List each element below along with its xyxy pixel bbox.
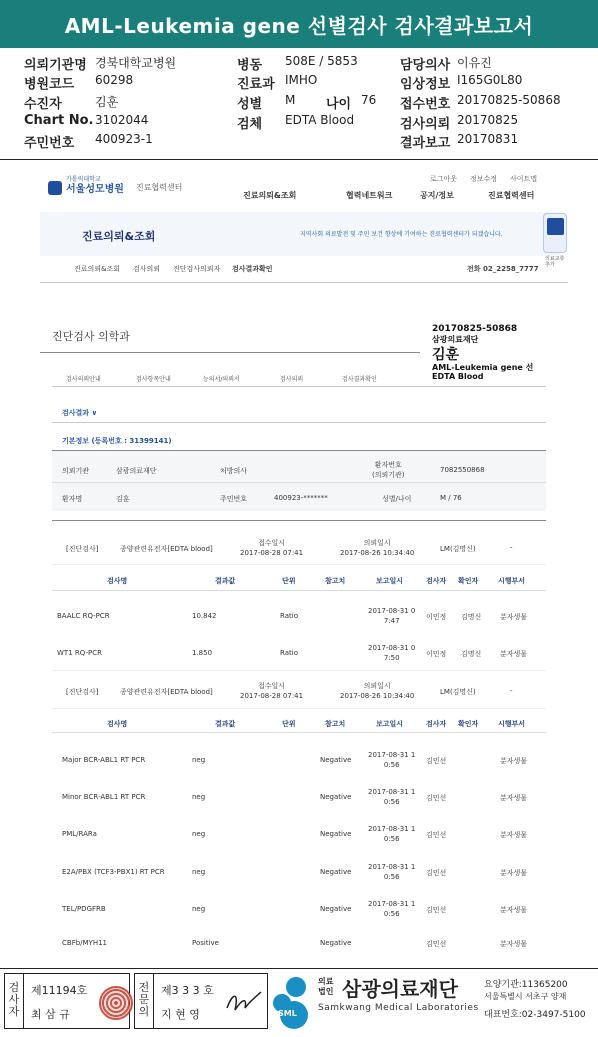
nav-item[interactable]: 진료협력센터 bbox=[488, 191, 535, 200]
org-name: 삼광의료재단 bbox=[342, 977, 458, 1001]
header-value: 이유진 bbox=[457, 56, 492, 70]
header-value: M bbox=[285, 93, 296, 107]
test-name: E2A/PBX (TCF3-PBX1) RT PCR bbox=[62, 868, 165, 876]
test-unit: Ratio bbox=[280, 612, 298, 620]
org-info: 대표번호:02-3497-5100 bbox=[484, 1010, 586, 1020]
group-cell: 접수일시 2017-08-28 07:41 bbox=[240, 539, 304, 557]
group-cell: [진단검사] bbox=[66, 688, 99, 696]
nav-item[interactable]: 협력네트워크 bbox=[346, 191, 393, 200]
report-date: 2017-08-31 0 7:47 bbox=[368, 607, 416, 625]
divider bbox=[52, 422, 546, 423]
tab-item[interactable]: 검사항목안내 bbox=[136, 376, 171, 383]
report-date: 2017-08-31 1 0:56 bbox=[368, 788, 416, 806]
header-label: 의뢰기관명 bbox=[24, 58, 87, 73]
test-ref: Negative bbox=[320, 793, 352, 801]
age-value: 76 bbox=[361, 93, 377, 107]
header-value: 400923-1 bbox=[95, 132, 153, 146]
header-label: 주민번호 bbox=[24, 136, 75, 151]
col-header: 검사자 bbox=[426, 577, 447, 585]
divider bbox=[23, 974, 24, 1028]
header-value: 3102044 bbox=[95, 113, 149, 127]
header-row bbox=[0, 73, 598, 91]
group-cell: [진단검사] bbox=[66, 545, 99, 553]
tester: 김민선 bbox=[426, 869, 447, 877]
header-label: Chart No. bbox=[24, 113, 94, 128]
physician-license: 제3 3 3 호 bbox=[161, 984, 214, 997]
report-date: 2017-08-31 1 0:56 bbox=[368, 825, 416, 843]
divider bbox=[52, 590, 546, 591]
tester: 김민선 bbox=[426, 906, 447, 914]
tester-name: 최 삼 규 bbox=[31, 1008, 70, 1021]
report-date: 2017-08-31 1 0:56 bbox=[368, 863, 416, 881]
header-row bbox=[0, 132, 598, 150]
checker: 김명신 bbox=[461, 613, 482, 621]
report-date: 2017-08-31 0 7:50 bbox=[368, 644, 416, 662]
test-name: CBFb/MYH11 bbox=[62, 939, 108, 947]
group-cell: LM(김명신) bbox=[440, 545, 476, 553]
test-result: neg bbox=[192, 756, 206, 764]
tester: 김민선 bbox=[426, 831, 447, 839]
col-header: 참고치 bbox=[325, 577, 346, 585]
label-org: 삼광의료재단 bbox=[432, 335, 479, 344]
tester-license: 제11194호 bbox=[31, 984, 88, 997]
test-unit: Ratio bbox=[280, 649, 298, 657]
report-footer bbox=[0, 968, 598, 1037]
test-name: WT1 RQ-PCR bbox=[57, 649, 102, 657]
logo-subtitle: 가톨릭대학교 bbox=[66, 176, 101, 183]
header-row bbox=[0, 93, 598, 111]
col-header: 검사자 bbox=[426, 720, 447, 728]
divider bbox=[52, 708, 546, 709]
test-ref: Negative bbox=[320, 756, 352, 764]
physician-stamp-box bbox=[134, 973, 268, 1029]
info-cell: 처방의사 bbox=[220, 467, 248, 475]
col-header: 참고치 bbox=[325, 720, 346, 728]
subnav-item[interactable]: 진료의뢰&조회 bbox=[74, 265, 121, 273]
scanned-portal-page bbox=[0, 160, 598, 968]
checker: 김명신 bbox=[461, 650, 482, 658]
physician-role: 전문의 bbox=[138, 981, 150, 1018]
header-value: IMHO bbox=[285, 73, 318, 87]
header-value: 20170831 bbox=[457, 132, 519, 146]
subnav-item[interactable]: 진단검사의뢰자 bbox=[173, 265, 221, 273]
info-cell: 주민번호 bbox=[220, 495, 248, 503]
divider bbox=[52, 482, 546, 483]
info-cell: 환자번호 (의뢰기관) bbox=[372, 461, 405, 479]
info-cell: M / 76 bbox=[440, 494, 462, 502]
dept: 분자생물 bbox=[500, 831, 528, 839]
test-result: 10.842 bbox=[192, 612, 217, 620]
divider bbox=[40, 282, 568, 283]
test-ref: Negative bbox=[320, 868, 352, 876]
report-date: 2017-08-31 1 0:56 bbox=[368, 900, 416, 918]
info-cell: 김훈 bbox=[116, 495, 130, 503]
hospital-logo-icon bbox=[48, 181, 62, 195]
top-link[interactable]: 로그아웃 bbox=[430, 175, 458, 183]
divider bbox=[52, 564, 546, 565]
col-header: 보고일시 bbox=[376, 720, 404, 728]
physician-name: 지 현 영 bbox=[161, 1008, 200, 1021]
test-ref: Negative bbox=[320, 905, 352, 913]
nav-item[interactable]: 공지/정보 bbox=[420, 191, 454, 200]
col-header: 단위 bbox=[282, 720, 296, 728]
header-value: 20170825-50868 bbox=[457, 93, 561, 107]
test-result: Positive bbox=[192, 939, 219, 947]
col-header: 결과값 bbox=[215, 577, 236, 585]
header-row bbox=[0, 113, 598, 131]
org-info: 요양기관:11365200 bbox=[484, 980, 568, 990]
col-header: 검사명 bbox=[107, 720, 128, 728]
info-cell: 환자명 bbox=[62, 495, 83, 503]
group-cell: 종양관련유전자[EDTA blood] bbox=[120, 545, 213, 553]
group-cell: 접수일시 2017-08-28 07:41 bbox=[240, 682, 304, 700]
tester: 김민선 bbox=[426, 940, 447, 948]
col-header: 시행부서 bbox=[498, 720, 526, 728]
dept: 분자생물 bbox=[500, 940, 528, 948]
col-header: 단위 bbox=[282, 577, 296, 585]
subnav-item-active[interactable]: 검사결과확인 bbox=[232, 265, 273, 273]
header-label: 진료과 bbox=[237, 77, 275, 92]
dept: 분자생물 bbox=[500, 794, 528, 802]
label-name: 김훈 bbox=[432, 347, 460, 363]
side-widget-label: 의료교류 추가 bbox=[545, 256, 565, 268]
band-message: 지역사회 의료발전 및 주민 보건 향상에 기여하는 진료협력센터가 되겠습니다. bbox=[300, 231, 503, 238]
divider bbox=[52, 520, 546, 521]
test-name: Minor BCR-ABL1 RT PCR bbox=[62, 793, 146, 801]
section-title: 진단검사 의학과 bbox=[52, 330, 130, 343]
col-header: 확인자 bbox=[458, 577, 479, 585]
org-prefix: 의료 법인 bbox=[318, 977, 334, 996]
col-header: 결과값 bbox=[215, 720, 236, 728]
divider bbox=[52, 386, 546, 387]
report-title: AML-Leukemia gene 선별검사 검사결과보고서 bbox=[64, 13, 534, 38]
dept: 분자생물 bbox=[500, 613, 528, 621]
top-link[interactable]: 정보수정 bbox=[470, 175, 498, 183]
band-title: 진료의뢰&조회 bbox=[82, 230, 156, 243]
col-header: 보고일시 bbox=[376, 577, 404, 585]
group-cell: - bbox=[510, 544, 513, 552]
tester: 이민정 bbox=[426, 613, 447, 621]
group-cell: 종양관련유전자[EDTA blood] bbox=[120, 688, 213, 696]
test-result: neg bbox=[192, 793, 206, 801]
test-ref: Negative bbox=[320, 939, 352, 947]
seal-icon bbox=[99, 986, 133, 1020]
tester: 이민정 bbox=[426, 650, 447, 658]
header-label: 임상정보 bbox=[400, 77, 451, 92]
dept: 분자생물 bbox=[500, 650, 528, 658]
header-value: I165G0L80 bbox=[457, 73, 523, 87]
org-info: 서울특별시 서초구 양재 bbox=[484, 992, 567, 1001]
info-cell: 삼광의료재단 bbox=[116, 467, 157, 475]
tester: 김민선 bbox=[426, 757, 447, 765]
test-name: PML/RARa bbox=[62, 830, 97, 838]
divider bbox=[153, 974, 154, 1028]
header-value: 508E / 5853 bbox=[285, 54, 358, 68]
test-name: TEL/PDGFRB bbox=[62, 905, 106, 913]
info-cell: 의뢰기관 bbox=[62, 467, 90, 475]
widget-icon bbox=[547, 218, 564, 235]
org-english: Samkwang Medical Laboratories bbox=[318, 1003, 479, 1013]
specimen-label bbox=[430, 324, 598, 384]
header-label: 수진자 bbox=[24, 97, 62, 112]
test-name: BAALC RQ-PCR bbox=[57, 612, 110, 620]
header-value: 60298 bbox=[95, 73, 134, 87]
header-label: 담당의사 bbox=[400, 58, 451, 73]
tester: 김민선 bbox=[426, 794, 447, 802]
phone-number: 전화 02_2258_7777 bbox=[467, 265, 539, 273]
divider bbox=[52, 732, 546, 733]
col-header: 검사명 bbox=[107, 577, 128, 585]
nav-item[interactable]: 진료의뢰&조회 bbox=[243, 191, 297, 200]
dept: 분자생물 bbox=[500, 757, 528, 765]
results-toggle[interactable]: 검사결과 ∨ bbox=[62, 409, 98, 417]
group-cell: LM(김명신) bbox=[440, 688, 476, 696]
dept: 분자생물 bbox=[500, 906, 528, 914]
group-cell: 의뢰일시 2017-08-26 10:34:40 bbox=[340, 539, 415, 557]
info-cell: 7082550868 bbox=[440, 466, 485, 474]
test-name: Major BCR-ABL1 RT PCR bbox=[62, 756, 146, 764]
test-result: neg bbox=[192, 905, 206, 913]
header-label: 접수번호 bbox=[400, 97, 451, 112]
sml-mark: SML bbox=[278, 1009, 297, 1018]
group-cell: 의뢰일시 2017-08-26 10:34:40 bbox=[340, 682, 415, 700]
tab-item[interactable]: 검사결과확인 bbox=[342, 376, 377, 383]
sml-logo-icon bbox=[270, 973, 308, 1031]
test-result: 1.850 bbox=[192, 649, 213, 657]
header-row bbox=[0, 54, 598, 72]
label-accession: 20170825-50868 bbox=[432, 324, 518, 334]
tab-item[interactable]: 검사의뢰안내 bbox=[66, 376, 101, 383]
header-label: 성별 bbox=[237, 97, 263, 112]
label-specimen: EDTA Blood bbox=[432, 372, 484, 381]
header-label: 결과보고 bbox=[400, 136, 451, 151]
test-result: neg bbox=[192, 868, 206, 876]
tester-stamp-box bbox=[4, 973, 130, 1029]
header-label: 검사의뢰 bbox=[400, 117, 451, 132]
logo-center: 진료협력센터 bbox=[135, 183, 183, 192]
test-ref: Negative bbox=[320, 830, 352, 838]
label-test: AML-Leukemia gene 선 bbox=[432, 363, 534, 372]
basic-info-title: 기본정보 (등록번호 : 31399141) bbox=[62, 437, 172, 445]
report-banner bbox=[0, 0, 598, 48]
test-result: neg bbox=[192, 830, 206, 838]
signature-icon bbox=[223, 988, 263, 1018]
report-header bbox=[0, 48, 598, 160]
tester-role: 검사자 bbox=[8, 981, 20, 1018]
top-link[interactable]: 사이트맵 bbox=[510, 175, 538, 183]
hospital-logo[interactable] bbox=[48, 176, 183, 195]
info-cell: 400923-******* bbox=[274, 494, 328, 502]
header-label: 검체 bbox=[237, 117, 263, 132]
divider bbox=[52, 670, 546, 671]
header-value: 김훈 bbox=[95, 95, 119, 109]
logo-name: 서울성모병원 bbox=[66, 184, 124, 195]
report-date: 2017-08-31 1 0:56 bbox=[368, 751, 416, 769]
header-label: 병원코드 bbox=[24, 77, 75, 92]
col-header: 확인자 bbox=[458, 720, 479, 728]
col-header: 시행부서 bbox=[498, 577, 526, 585]
header-value: EDTA Blood bbox=[285, 113, 355, 127]
dept: 분자생물 bbox=[500, 869, 528, 877]
tab-item[interactable]: 검사의뢰 bbox=[280, 376, 304, 383]
tab-item[interactable]: 능의서/의뢰서 bbox=[203, 376, 240, 383]
age-label: 나이 bbox=[326, 97, 352, 112]
divider bbox=[40, 352, 420, 353]
info-cell: 성별/나이 bbox=[382, 495, 412, 503]
header-value: 20170825 bbox=[457, 113, 519, 127]
header-label: 병동 bbox=[237, 58, 263, 73]
subnav-item[interactable]: 검사의뢰 bbox=[133, 265, 161, 273]
header-value: 경북대학교병원 bbox=[95, 56, 177, 70]
group-cell: - bbox=[510, 687, 513, 695]
side-widget[interactable] bbox=[543, 213, 567, 253]
